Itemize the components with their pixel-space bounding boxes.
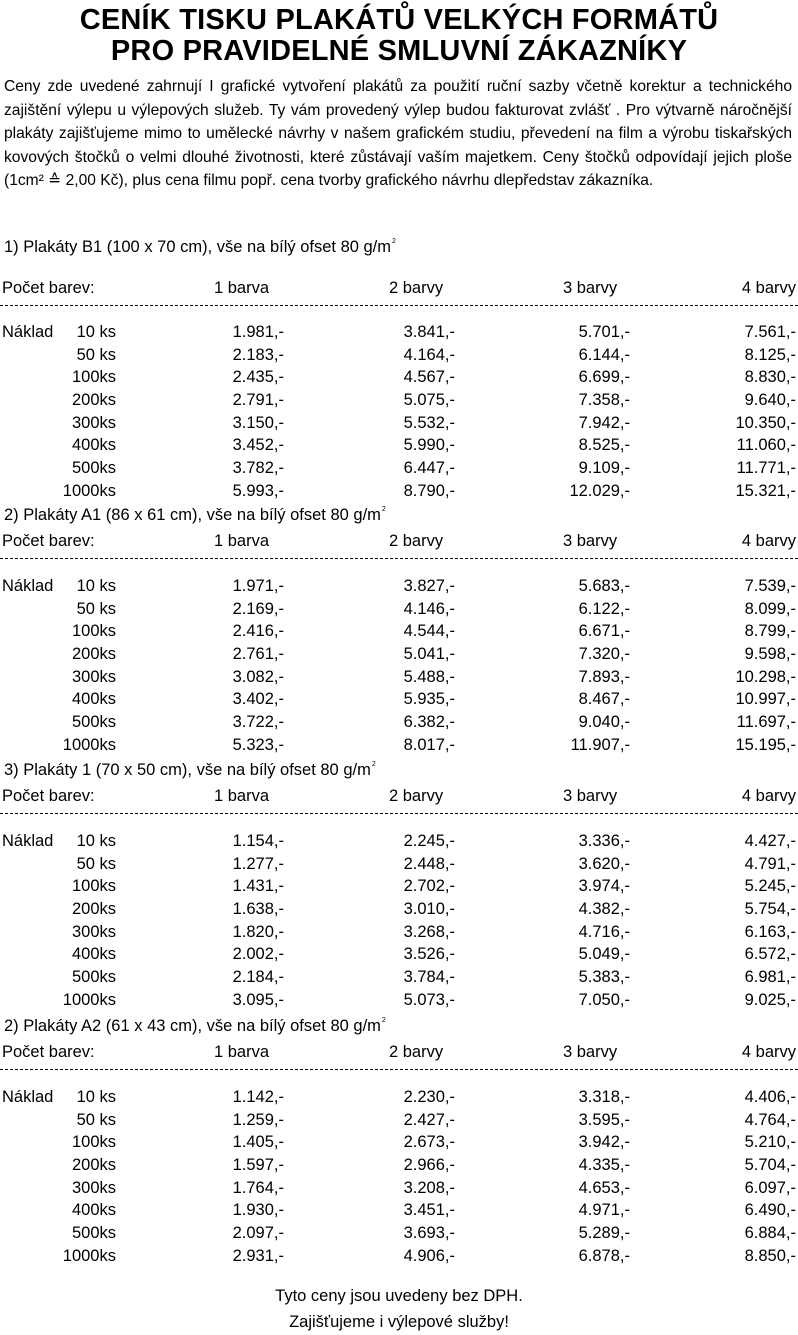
price-3-colors: 3.942,- bbox=[578, 1133, 630, 1152]
color-count-label: Počet barev: bbox=[2, 532, 95, 550]
price-1-color: 1.981,- bbox=[232, 323, 284, 341]
quantity-cell: 100ks bbox=[71, 368, 116, 387]
price-4-colors: 10.350,- bbox=[735, 413, 796, 432]
price-1-color: 1.431,- bbox=[232, 877, 284, 896]
table-row bbox=[0, 346, 798, 369]
price-4-colors: 6.490,- bbox=[744, 1201, 796, 1220]
price-1-color: 2.435,- bbox=[232, 368, 284, 387]
table-row bbox=[0, 713, 798, 736]
price-2-colors: 5.075,- bbox=[403, 391, 455, 410]
quantity-cell: 500ks bbox=[71, 713, 116, 732]
footer-services-note: Zajišťujeme i výlepové služby! bbox=[289, 1313, 509, 1331]
price-rows bbox=[0, 1088, 798, 1270]
price-4-colors: 6.572,- bbox=[744, 945, 796, 964]
table-row bbox=[0, 1156, 798, 1179]
price-1-color: 5.993,- bbox=[232, 481, 284, 500]
table-row bbox=[0, 1179, 798, 1202]
price-1-color: 2.097,- bbox=[232, 1224, 284, 1243]
color-count-label: Počet barev: bbox=[2, 279, 95, 297]
price-1-color: 2.169,- bbox=[232, 599, 284, 618]
table-row bbox=[0, 368, 798, 391]
price-4-colors: 10.997,- bbox=[735, 690, 796, 709]
section-title-text: 1) Plakáty B1 (100 x 70 cm), vše na bílý ofset 80 g/m bbox=[4, 238, 392, 256]
price-1-color: 1.277,- bbox=[232, 854, 284, 873]
col-3-colors: 3 barvy bbox=[563, 787, 618, 805]
table-row bbox=[0, 482, 798, 505]
quantity-cell: 300ks bbox=[71, 1178, 116, 1197]
price-rows bbox=[0, 832, 798, 1014]
unit-superscript: 2 bbox=[392, 238, 396, 245]
footer-vat-note: Tyto ceny jsou uvedeny bez DPH. bbox=[275, 1287, 523, 1305]
price-3-colors: 12.029,- bbox=[569, 481, 630, 500]
quantity-cell: 1000ks bbox=[62, 735, 116, 754]
price-4-colors: 8.125,- bbox=[744, 345, 796, 364]
quantity-cell: 300ks bbox=[71, 413, 116, 432]
price-3-colors: 4.653,- bbox=[578, 1178, 630, 1197]
col-2-colors: 2 barvy bbox=[389, 787, 444, 805]
table-row bbox=[0, 645, 798, 668]
quantity-cell: 100ks bbox=[71, 877, 116, 896]
quantity-cell: 400ks bbox=[71, 945, 116, 964]
table-row bbox=[0, 323, 798, 346]
unit-superscript: 2 bbox=[381, 1017, 386, 1024]
price-2-colors: 4.567,- bbox=[403, 368, 455, 387]
col-1-color: 1 barva bbox=[214, 532, 270, 550]
table-row bbox=[0, 414, 798, 437]
price-1-color: 3.150,- bbox=[232, 413, 284, 432]
intro-paragraph: Ceny zde uvedené zahrnují I grafické vytvoření plakátů za použití ruční sazby včetně korektur a technického zajištění výlepu u výlepových služeb. Ty vám provedený výlep budou fakturovat zvlášť . Pro výtvarně náročnější plakáty zajišťujeme mimo to umělecké návrhy v našem grafickém studiu, převedení na film a výrobu tiskařských kovových štočků o velmi dlouhé životnosti, které zůstávají vaším majetkem. Ceny štočků odpovídají jejich ploše (1cm² ≙ 2,00 Kč), plus cena filmu popř. cena tvorby grafického návrhu dlepředstav zákazníka. bbox=[4, 78, 792, 189]
quantity-cell: 100ks bbox=[71, 1133, 116, 1152]
price-1-color: 3.782,- bbox=[232, 459, 284, 478]
section-title-text: 2) Plakáty A1 (86 x 61 cm), vše na bílý ofset 80 g/m bbox=[4, 506, 381, 524]
quantity-cell: 1000ks bbox=[62, 990, 116, 1009]
price-3-colors: 6.878,- bbox=[578, 1246, 630, 1265]
quantity-cell: 10 ks bbox=[76, 1088, 116, 1106]
section-title bbox=[4, 238, 396, 257]
price-3-colors: 3.318,- bbox=[578, 1088, 630, 1106]
table-row bbox=[0, 1088, 798, 1111]
quantity-cell: 500ks bbox=[71, 459, 116, 478]
price-1-color: 3.722,- bbox=[232, 713, 284, 732]
price-3-colors: 5.289,- bbox=[578, 1224, 630, 1243]
page-title bbox=[0, 0, 798, 67]
col-3-colors: 3 barvy bbox=[563, 1043, 618, 1061]
price-1-color: 3.452,- bbox=[232, 436, 284, 455]
price-1-color: 3.402,- bbox=[232, 690, 284, 709]
price-4-colors: 6.884,- bbox=[744, 1224, 796, 1243]
table-row bbox=[0, 991, 798, 1014]
price-2-colors: 3.693,- bbox=[403, 1224, 455, 1243]
price-2-colors: 3.268,- bbox=[403, 922, 455, 941]
price-3-colors: 3.974,- bbox=[578, 877, 630, 896]
price-2-colors: 2.427,- bbox=[403, 1110, 455, 1129]
price-4-colors: 5.245,- bbox=[744, 877, 796, 896]
quantity-cell: 50 ks bbox=[76, 1110, 116, 1129]
col-2-colors: 2 barvy bbox=[389, 279, 444, 297]
price-4-colors: 4.764,- bbox=[744, 1110, 796, 1129]
price-3-colors: 9.040,- bbox=[578, 713, 630, 732]
quantity-cell: 50 ks bbox=[76, 599, 116, 618]
price-3-colors: 3.620,- bbox=[578, 854, 630, 873]
price-3-colors: 6.144,- bbox=[578, 345, 630, 364]
price-4-colors: 6.097,- bbox=[744, 1178, 796, 1197]
price-3-colors: 6.671,- bbox=[578, 622, 630, 641]
price-3-colors: 8.467,- bbox=[578, 690, 630, 709]
price-4-colors: 7.539,- bbox=[744, 577, 796, 595]
price-1-color: 1.820,- bbox=[232, 922, 284, 941]
unit-superscript: 2 bbox=[371, 761, 376, 768]
dashed-divider bbox=[0, 1069, 798, 1071]
table-row bbox=[0, 832, 798, 855]
table-row bbox=[0, 900, 798, 923]
price-2-colors: 4.146,- bbox=[403, 599, 455, 618]
price-4-colors: 5.210,- bbox=[744, 1133, 796, 1152]
quantity-cell: 100ks bbox=[71, 622, 116, 641]
section-title bbox=[4, 1017, 386, 1036]
price-4-colors: 6.981,- bbox=[744, 968, 796, 987]
price-1-color: 1.764,- bbox=[232, 1178, 284, 1197]
price-2-colors: 5.990,- bbox=[403, 436, 455, 455]
section-title bbox=[4, 761, 376, 780]
table-row bbox=[0, 668, 798, 691]
dashed-divider bbox=[0, 558, 798, 560]
price-3-colors: 8.525,- bbox=[578, 436, 630, 455]
price-3-colors: 5.701,- bbox=[578, 323, 630, 341]
price-2-colors: 3.827,- bbox=[403, 577, 455, 595]
price-3-colors: 11.907,- bbox=[570, 735, 630, 754]
price-4-colors: 8.830,- bbox=[744, 368, 796, 387]
col-1-color: 1 barva bbox=[214, 787, 270, 805]
quantity-label: Náklad bbox=[2, 832, 54, 850]
price-2-colors: 2.966,- bbox=[403, 1156, 455, 1175]
price-4-colors: 4.427,- bbox=[744, 832, 796, 850]
price-4-colors: 10.298,- bbox=[735, 667, 796, 686]
table-row bbox=[0, 968, 798, 991]
price-2-colors: 2.230,- bbox=[403, 1088, 455, 1106]
table-row bbox=[0, 600, 798, 623]
price-rows bbox=[0, 577, 798, 759]
price-1-color: 3.082,- bbox=[232, 667, 284, 686]
price-2-colors: 2.448,- bbox=[403, 854, 455, 873]
price-2-colors: 6.447,- bbox=[403, 459, 455, 478]
price-1-color: 5.323,- bbox=[232, 735, 284, 754]
price-1-color: 1.597,- bbox=[232, 1156, 284, 1175]
price-3-colors: 3.336,- bbox=[578, 832, 630, 850]
footer bbox=[0, 1283, 798, 1335]
quantity-cell: 1000ks bbox=[62, 1246, 116, 1265]
color-count-header bbox=[0, 532, 798, 554]
price-4-colors: 5.754,- bbox=[744, 900, 796, 919]
price-2-colors: 2.673,- bbox=[403, 1133, 455, 1152]
section-title-text: 2) Plakáty A2 (61 x 43 cm), vše na bílý ofset 80 g/m bbox=[4, 1017, 381, 1035]
quantity-cell: 300ks bbox=[71, 667, 116, 686]
price-4-colors: 6.163,- bbox=[744, 922, 796, 941]
quantity-cell: 200ks bbox=[71, 645, 116, 664]
price-1-color: 2.761,- bbox=[232, 645, 284, 664]
price-4-colors: 15.195,- bbox=[735, 735, 796, 754]
price-rows bbox=[0, 323, 798, 505]
quantity-cell: 50 ks bbox=[76, 345, 116, 364]
price-3-colors: 7.320,- bbox=[578, 645, 630, 664]
price-2-colors: 4.906,- bbox=[403, 1246, 455, 1265]
price-4-colors: 11.060,- bbox=[736, 436, 796, 455]
price-2-colors: 3.208,- bbox=[403, 1178, 455, 1197]
price-4-colors: 9.025,- bbox=[744, 990, 796, 1009]
unit-superscript: 2 bbox=[381, 506, 386, 513]
quantity-label: Náklad bbox=[2, 1088, 54, 1106]
col-4-colors: 4 barvy bbox=[741, 1043, 796, 1061]
price-4-colors: 11.697,- bbox=[736, 713, 796, 732]
price-4-colors: 4.791,- bbox=[744, 854, 796, 873]
price-3-colors: 4.382,- bbox=[578, 900, 630, 919]
price-1-color: 1.154,- bbox=[232, 832, 284, 850]
quantity-cell: 10 ks bbox=[76, 323, 116, 341]
price-2-colors: 3.841,- bbox=[403, 323, 455, 341]
quantity-cell: 200ks bbox=[71, 1156, 116, 1175]
price-4-colors: 8.850,- bbox=[744, 1246, 796, 1265]
section-title-text: 3) Plakáty 1 (70 x 50 cm), vše na bílý ofset 80 g/m bbox=[4, 761, 371, 779]
color-count-header bbox=[0, 1043, 798, 1065]
quantity-cell: 50 ks bbox=[76, 854, 116, 873]
price-2-colors: 3.526,- bbox=[403, 945, 455, 964]
price-4-colors: 15.321,- bbox=[735, 481, 796, 500]
col-2-colors: 2 barvy bbox=[389, 1043, 444, 1061]
table-row bbox=[0, 1111, 798, 1134]
title-line-1: CENÍK TISKU PLAKÁTŮ VELKÝCH FORMÁTŮ bbox=[79, 4, 719, 36]
table-row bbox=[0, 459, 798, 482]
table-row bbox=[0, 391, 798, 414]
price-3-colors: 5.049,- bbox=[578, 945, 630, 964]
price-2-colors: 3.451,- bbox=[403, 1201, 455, 1220]
col-3-colors: 3 barvy bbox=[563, 279, 618, 297]
quantity-cell: 400ks bbox=[71, 690, 116, 709]
price-2-colors: 5.041,- bbox=[403, 645, 455, 664]
quantity-cell: 200ks bbox=[71, 391, 116, 410]
price-2-colors: 2.245,- bbox=[403, 832, 455, 850]
quantity-cell: 1000ks bbox=[62, 481, 116, 500]
price-3-colors: 6.122,- bbox=[578, 599, 630, 618]
color-count-label: Počet barev: bbox=[2, 1043, 95, 1061]
price-3-colors: 7.050,- bbox=[578, 990, 630, 1009]
price-1-color: 1.142,- bbox=[232, 1088, 284, 1106]
dashed-divider bbox=[0, 813, 798, 815]
price-2-colors: 2.702,- bbox=[403, 877, 455, 896]
price-2-colors: 5.073,- bbox=[403, 990, 455, 1009]
price-2-colors: 5.935,- bbox=[403, 690, 455, 709]
price-2-colors: 3.010,- bbox=[403, 900, 455, 919]
section-title bbox=[4, 506, 386, 525]
col-2-colors: 2 barvy bbox=[389, 532, 444, 550]
table-row bbox=[0, 877, 798, 900]
price-1-color: 3.095,- bbox=[232, 990, 284, 1009]
price-3-colors: 6.699,- bbox=[578, 368, 630, 387]
quantity-cell: 400ks bbox=[71, 1201, 116, 1220]
color-count-header bbox=[0, 787, 798, 809]
table-row bbox=[0, 436, 798, 459]
table-row bbox=[0, 1224, 798, 1247]
table-row bbox=[0, 945, 798, 968]
price-4-colors: 4.406,- bbox=[744, 1088, 796, 1106]
price-1-color: 2.416,- bbox=[232, 622, 284, 641]
price-1-color: 1.971,- bbox=[232, 577, 284, 595]
col-1-color: 1 barva bbox=[214, 279, 270, 297]
table-row bbox=[0, 1201, 798, 1224]
price-1-color: 2.791,- bbox=[232, 391, 284, 410]
price-3-colors: 3.595,- bbox=[578, 1110, 630, 1129]
price-2-colors: 6.382,- bbox=[403, 713, 455, 732]
quantity-label: Náklad bbox=[2, 323, 54, 341]
price-3-colors: 5.383,- bbox=[578, 968, 630, 987]
price-3-colors: 9.109,- bbox=[578, 459, 630, 478]
quantity-cell: 10 ks bbox=[76, 577, 116, 595]
quantity-label: Náklad bbox=[2, 577, 54, 595]
col-4-colors: 4 barvy bbox=[741, 532, 796, 550]
price-1-color: 2.184,- bbox=[232, 968, 284, 987]
price-4-colors: 8.099,- bbox=[744, 599, 796, 618]
price-2-colors: 4.164,- bbox=[403, 345, 455, 364]
price-3-colors: 4.716,- bbox=[578, 922, 630, 941]
price-4-colors: 11.771,- bbox=[736, 459, 796, 478]
price-3-colors: 7.942,- bbox=[578, 413, 630, 432]
col-4-colors: 4 barvy bbox=[741, 279, 796, 297]
table-row bbox=[0, 855, 798, 878]
col-4-colors: 4 barvy bbox=[741, 787, 796, 805]
price-3-colors: 4.335,- bbox=[578, 1156, 630, 1175]
price-4-colors: 8.799,- bbox=[744, 622, 796, 641]
price-2-colors: 8.017,- bbox=[403, 735, 455, 754]
table-row bbox=[0, 1247, 798, 1270]
price-3-colors: 7.358,- bbox=[578, 391, 630, 410]
price-3-colors: 7.893,- bbox=[578, 667, 630, 686]
price-2-colors: 5.532,- bbox=[403, 413, 455, 432]
title-line-2: PRO PRAVIDELNÉ SMLUVNÍ ZÁKAZNÍKY bbox=[110, 35, 688, 67]
price-3-colors: 4.971,- bbox=[578, 1201, 630, 1220]
price-1-color: 1.638,- bbox=[232, 900, 284, 919]
quantity-cell: 10 ks bbox=[76, 832, 116, 850]
quantity-cell: 300ks bbox=[71, 922, 116, 941]
col-3-colors: 3 barvy bbox=[563, 532, 618, 550]
dashed-divider bbox=[0, 305, 798, 307]
price-1-color: 1.930,- bbox=[232, 1201, 284, 1220]
table-row bbox=[0, 577, 798, 600]
table-row bbox=[0, 622, 798, 645]
price-2-colors: 4.544,- bbox=[403, 622, 455, 641]
table-row bbox=[0, 736, 798, 759]
quantity-cell: 200ks bbox=[71, 900, 116, 919]
quantity-cell: 500ks bbox=[71, 968, 116, 987]
color-count-header bbox=[0, 279, 798, 301]
price-2-colors: 3.784,- bbox=[403, 968, 455, 987]
price-1-color: 2.931,- bbox=[232, 1246, 284, 1265]
price-4-colors: 5.704,- bbox=[744, 1156, 796, 1175]
price-1-color: 2.183,- bbox=[232, 345, 284, 364]
price-4-colors: 9.640,- bbox=[744, 391, 796, 410]
price-4-colors: 7.561,- bbox=[744, 323, 796, 341]
price-1-color: 1.405,- bbox=[232, 1133, 284, 1152]
price-1-color: 2.002,- bbox=[232, 945, 284, 964]
table-row bbox=[0, 923, 798, 946]
quantity-cell: 400ks bbox=[71, 436, 116, 455]
price-4-colors: 9.598,- bbox=[744, 645, 796, 664]
price-3-colors: 5.683,- bbox=[578, 577, 630, 595]
price-1-color: 1.259,- bbox=[232, 1110, 284, 1129]
quantity-cell: 500ks bbox=[71, 1224, 116, 1243]
price-2-colors: 5.488,- bbox=[403, 667, 455, 686]
table-row bbox=[0, 1133, 798, 1156]
price-2-colors: 8.790,- bbox=[403, 481, 455, 500]
color-count-label: Počet barev: bbox=[2, 787, 95, 805]
col-1-color: 1 barva bbox=[214, 1043, 270, 1061]
table-row bbox=[0, 690, 798, 713]
